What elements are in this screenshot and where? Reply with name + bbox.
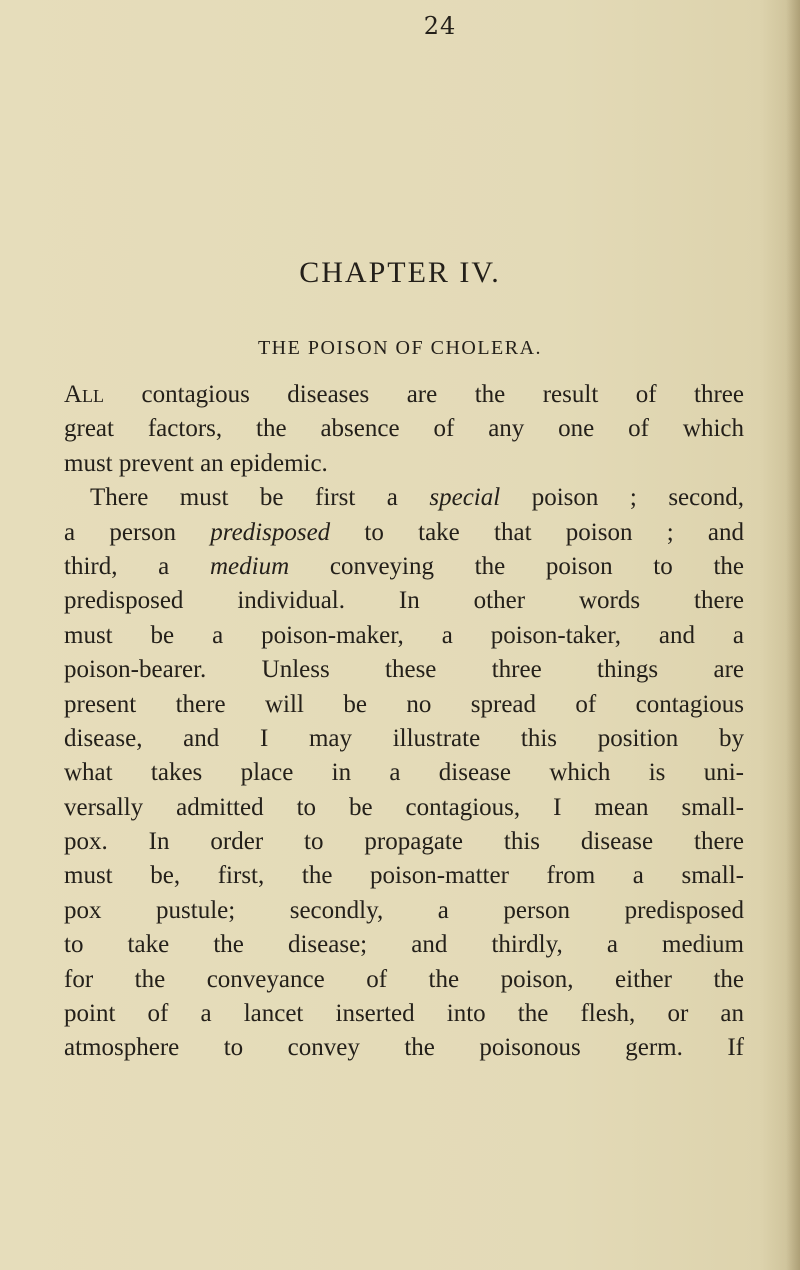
- text-line: versally admitted to be contagious, I mean small-: [64, 793, 744, 821]
- drop-word: All: [64, 381, 105, 408]
- text-line: must be a poison-maker, a poison-taker, and a: [64, 621, 744, 649]
- text-line: point of a lancet inserted into the flesh, or an: [64, 1000, 744, 1028]
- page-edge-shadow: [786, 0, 800, 1270]
- text-line: [64, 378, 744, 412]
- line-text: to take that poison ; and: [330, 518, 744, 546]
- text-line: disease, and I may illustrate this position by: [64, 724, 744, 752]
- page-number: 24: [423, 12, 457, 40]
- text-line: atmosphere to convey the poisonous germ. If: [64, 1034, 744, 1062]
- chapter-title: CHAPTER IV.: [299, 256, 501, 289]
- line-text: third, a: [64, 552, 210, 580]
- text-line: [64, 550, 744, 584]
- line-text: There must be first a: [90, 484, 430, 512]
- text-line: [64, 516, 744, 550]
- text-line: what takes place in a disease which is uni-: [64, 759, 744, 787]
- body-text: [64, 378, 744, 1066]
- text-line: must prevent an epidemic.: [64, 449, 328, 477]
- emphasis-text: medium: [209, 552, 290, 580]
- text-line: [64, 481, 744, 515]
- section-title: THE POISON OF CHOLERA.: [257, 337, 543, 359]
- text-line: great factors, the absence of any one of which: [64, 415, 744, 443]
- text-line: present there will be no spread of contagious: [64, 690, 744, 718]
- line-text: poison ; second,: [500, 484, 744, 512]
- text-line: pox. In order to propagate this disease there: [64, 828, 744, 856]
- line-text: conveying the poison to the: [289, 552, 744, 580]
- text-line: poison-bearer. Unless these three things are: [64, 656, 744, 684]
- text-line: must be, first, the poison-matter from a small-: [64, 862, 744, 890]
- text-line: predisposed individual. In other words there: [64, 587, 744, 615]
- line-text: contagious diseases are the result of three: [104, 381, 744, 408]
- emphasis-text: predisposed: [210, 518, 331, 546]
- emphasis-text: special: [429, 484, 501, 512]
- line-text: a person: [64, 518, 211, 546]
- text-line: pox pustule; secondly, a person predisposed: [64, 896, 744, 924]
- text-line: to take the disease; and thirdly, a medium: [64, 931, 744, 959]
- text-line: for the conveyance of the poison, either the: [64, 965, 744, 993]
